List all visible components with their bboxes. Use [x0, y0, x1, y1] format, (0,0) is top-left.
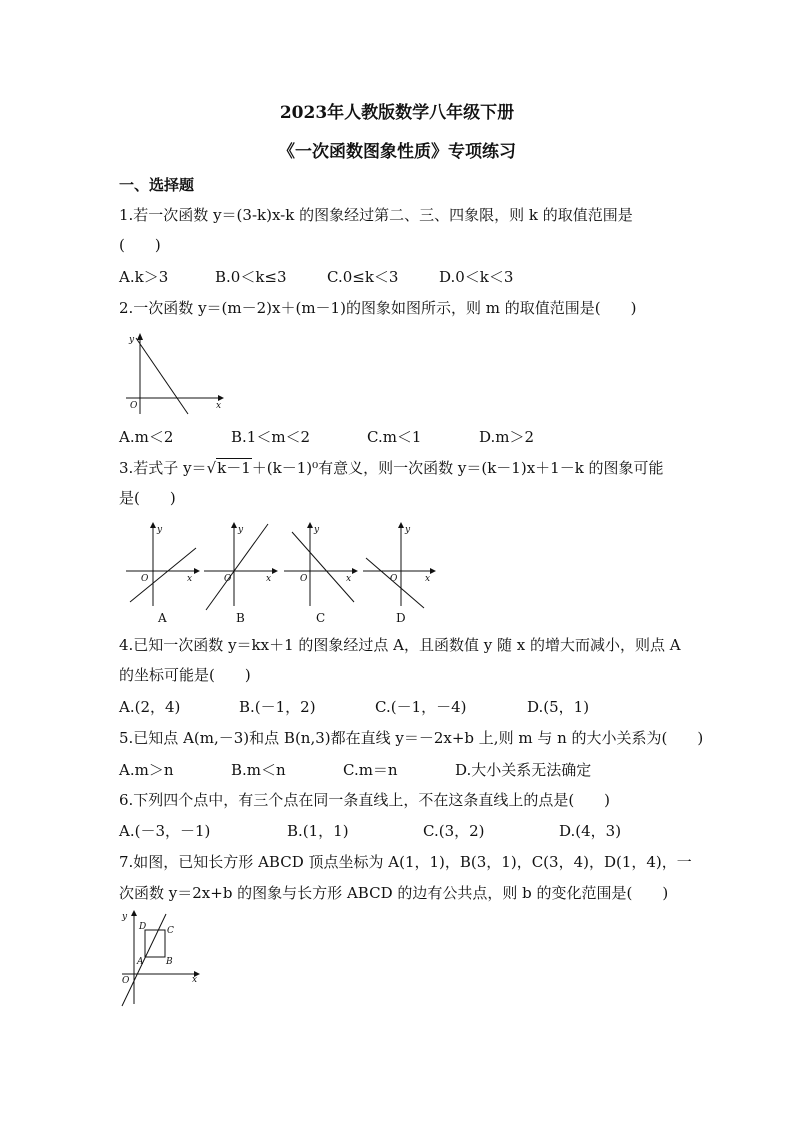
q3-label-a: A — [158, 611, 167, 625]
q3-label-c: C — [316, 611, 326, 625]
question-1-option-c: C.0≤k＜3 — [327, 268, 399, 286]
question-3-text-a: 3.若式子 y＝ — [119, 459, 207, 477]
question-4-option-c: C.(－1，－4) — [375, 698, 467, 716]
question-3-text — [119, 458, 664, 478]
question-4-option-b: B.(－1，2) — [239, 698, 316, 716]
svg-text:C: C — [167, 926, 174, 936]
question-4-text: 4.已知一次函数 y＝kx＋1 的图象经过点 A，且函数值 y 随 x 的增大而减小，则点 A — [119, 636, 681, 654]
question-1-option-d: D.0＜k＜3 — [439, 268, 514, 286]
svg-text:x: x — [266, 574, 272, 584]
question-6-option-d: D.(4，3) — [559, 822, 622, 840]
question-1-text: 1.若一次函数 y＝(3-k)x-k 的图象经过第二、三、四象限，则 k 的取值范围是 — [119, 206, 633, 224]
svg-text:y: y — [122, 912, 128, 922]
sqrt-sign: √ — [206, 459, 217, 477]
q3-graph-a — [126, 522, 200, 625]
question-3-text-b: ＋(k－1)⁰有意义，则一次函数 y＝(k－1)x＋1－k 的图象可能 — [251, 459, 664, 477]
question-2-option-b: B.1＜m＜2 — [231, 428, 311, 446]
svg-text:O: O — [300, 574, 308, 584]
q3-line-b — [206, 524, 268, 610]
svg-text:D: D — [139, 922, 147, 932]
q2-x-label: x — [216, 401, 222, 411]
question-4-line2: 的坐标可能是( ) — [119, 666, 251, 684]
page-subtitle: 《一次函数图象性质》专项练习 — [278, 142, 516, 162]
question-2-option-a: A.m＜2 — [119, 428, 174, 446]
question-5-text: 5.已知点 A(m,－3)和点 B(n,3)都在直线 y＝－2x+b 上,则 m 与 n 的大小关系为( ) — [119, 729, 704, 747]
question-6-option-b: B.(1，1) — [287, 822, 349, 840]
svg-text:O: O — [224, 574, 232, 584]
question-4-option-a: A.(2，4) — [119, 698, 181, 716]
question-6-option-c: C.(3，2) — [423, 822, 485, 840]
question-2-graph — [118, 328, 228, 418]
q2-function-line — [136, 338, 188, 414]
q3-line-c — [292, 532, 354, 602]
svg-text:y: y — [314, 525, 320, 535]
question-5-option-a: A.m＞n — [119, 761, 174, 779]
section-heading: 一、选择题 — [119, 176, 195, 194]
svg-text:O: O — [141, 574, 149, 584]
question-5-option-c: C.m＝n — [343, 761, 398, 779]
svg-text:y: y — [405, 525, 411, 535]
question-1-option-b: B.0＜k≤3 — [215, 268, 287, 286]
question-2-option-d: D.m＞2 — [479, 428, 535, 446]
svg-text:x: x — [425, 574, 431, 584]
page-title: 2023年人教版数学八年级下册 — [279, 103, 515, 123]
q2-origin-label: O — [130, 401, 138, 411]
question-6-text: 6.下列四个点中，有三个点在同一条直线上，不在这条直线上的点是( ) — [119, 791, 611, 809]
question-7-graph — [116, 906, 206, 1008]
svg-text:x: x — [192, 975, 198, 985]
q2-y-label: y — [129, 335, 135, 345]
svg-text:O: O — [122, 976, 130, 986]
svg-text:O: O — [390, 574, 398, 584]
svg-text:B: B — [166, 957, 173, 967]
question-1-bracket: ( ) — [119, 236, 161, 254]
question-2-option-c: C.m＜1 — [367, 428, 422, 446]
question-2-text: 2.一次函数 y＝(m－2)x＋(m－1)的图象如图所示，则 m 的取值范围是( ) — [119, 299, 637, 317]
question-3-line2: 是( ) — [119, 489, 176, 507]
q3-label-d: D — [396, 611, 406, 625]
svg-text:A: A — [137, 957, 144, 967]
question-5-option-b: B.m＜n — [231, 761, 286, 779]
question-5-option-d: D.大小关系无法确定 — [455, 761, 592, 779]
q2-y-arrow — [137, 333, 143, 340]
svg-text:y: y — [238, 525, 244, 535]
svg-text:x: x — [346, 574, 352, 584]
q3-graph-b — [204, 522, 278, 625]
q3-label-b: B — [236, 611, 245, 625]
q3-graph-c — [284, 522, 358, 625]
question-3-radicand: k－1 — [217, 459, 251, 477]
q7-y-arrow — [131, 910, 137, 916]
q7-rectangle — [145, 930, 165, 957]
svg-text:y: y — [157, 525, 163, 535]
question-3-graphs — [120, 518, 450, 628]
question-7-text: 7.如图，已知长方形 ABCD 顶点坐标为 A(1，1)，B(3，1)，C(3，4)，D(1，4)，一 — [119, 853, 692, 871]
question-6-option-a: A.(－3，－1) — [119, 822, 211, 840]
question-4-option-d: D.(5，1) — [527, 698, 590, 716]
q3-graph-d — [363, 522, 436, 625]
question-1-option-a: A.k＞3 — [119, 268, 169, 286]
question-7-line2: 次函数 y＝2x+b 的图象与长方形 ABCD 的边有公共点，则 b 的变化范围是( ) — [119, 884, 669, 902]
svg-text:x: x — [187, 574, 193, 584]
